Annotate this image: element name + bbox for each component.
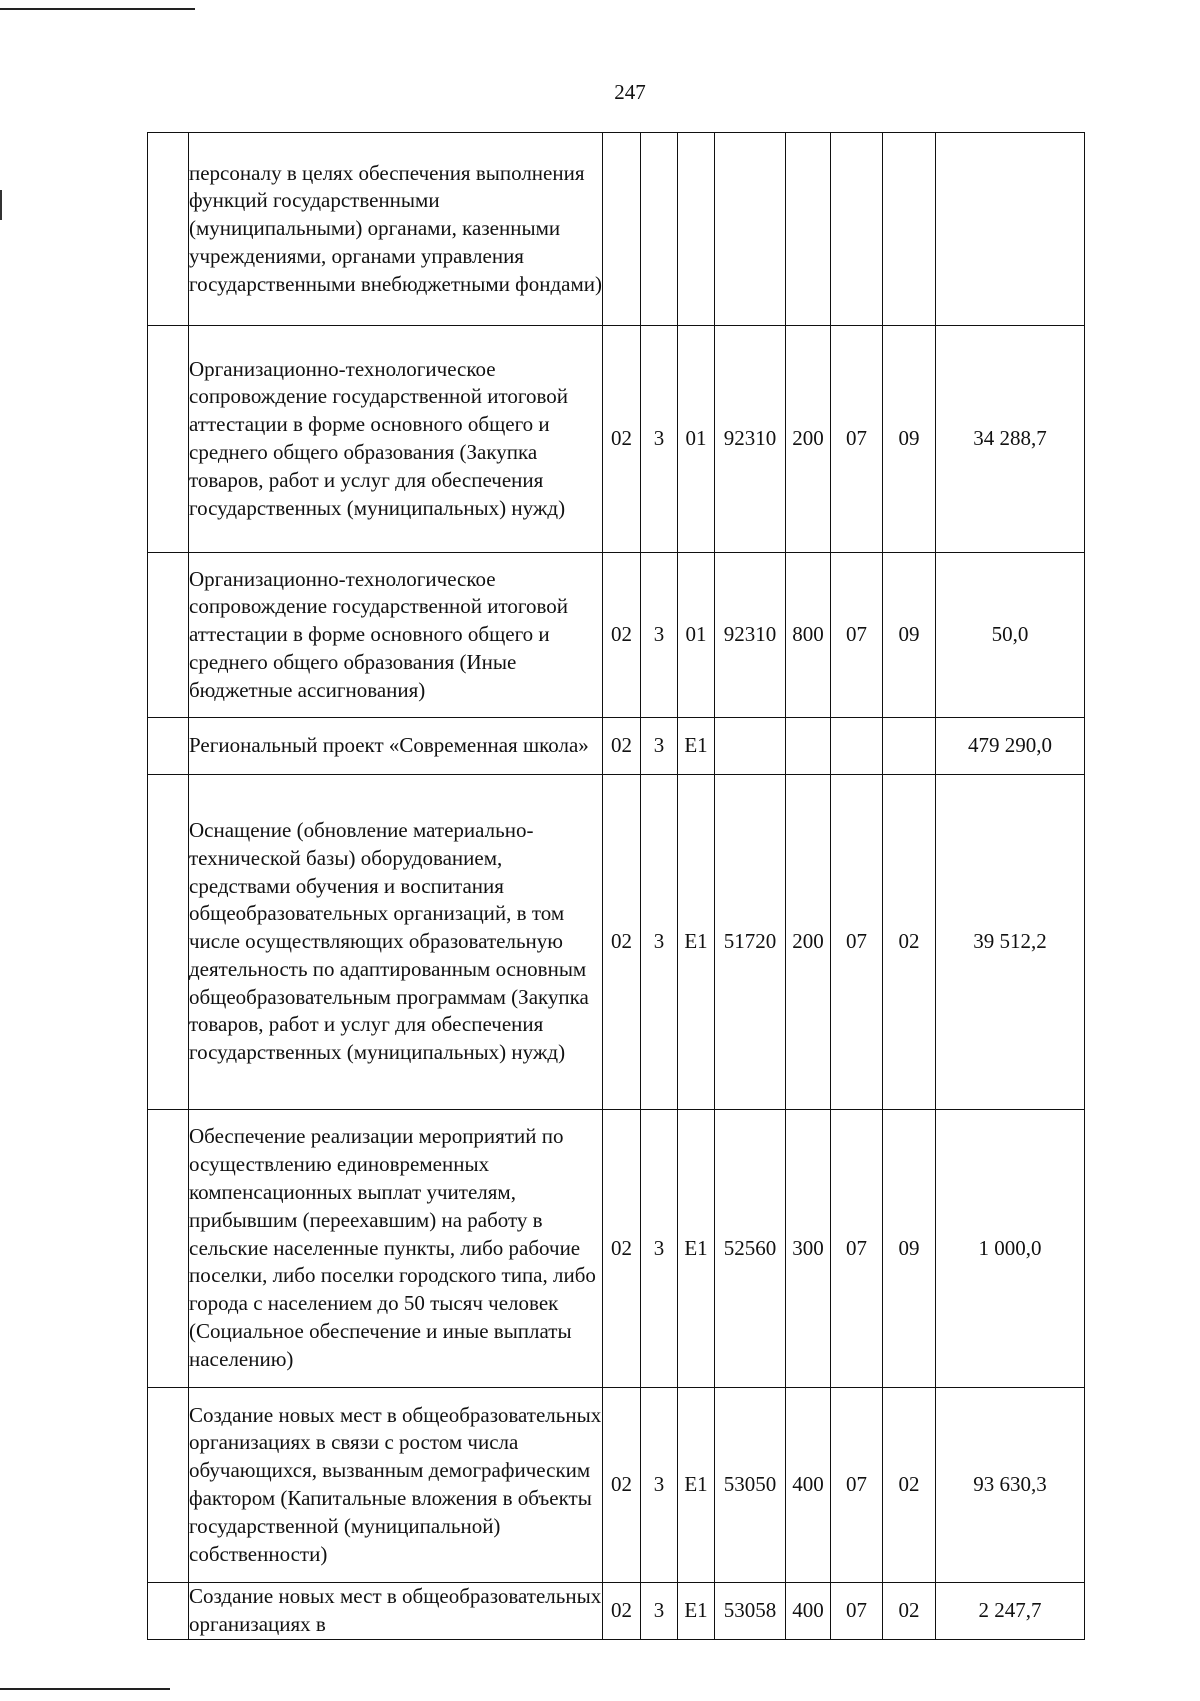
program-cell: 02 <box>603 718 641 775</box>
amount-cell: 479 290,0 <box>936 718 1085 775</box>
row-number-cell <box>148 326 189 553</box>
description-cell: Создание новых мест в общеобразовательных организациях в связи с ростом числа обучающихся, вызванным демографическим фактором (Капитальные вложения в объекты государственной (муниципальной) собственности) <box>189 1388 603 1583</box>
program-cell: 02 <box>603 326 641 553</box>
direction-cell: 52560 <box>715 1110 786 1388</box>
subsection-cell <box>883 718 936 775</box>
subprogram-cell <box>641 133 678 326</box>
table-row <box>148 1388 1085 1583</box>
amount-cell <box>936 133 1085 326</box>
description-cell: Организационно-технологическое сопровождение государственной итоговой аттестации в форме основного общего и среднего общего образования (Закупка товаров, работ и услуг для обеспечения государственных (муниципальных) нужд) <box>189 326 603 553</box>
subsection-cell: 02 <box>883 1583 936 1640</box>
program-cell: 02 <box>603 1388 641 1583</box>
scan-edge-line <box>0 8 195 10</box>
program-cell: 02 <box>603 553 641 718</box>
direction-cell: 92310 <box>715 326 786 553</box>
description-cell: Создание новых мест в общеобразовательных организациях в <box>189 1583 603 1640</box>
table-row <box>148 1583 1085 1640</box>
table-row <box>148 1110 1085 1388</box>
section-cell: 07 <box>831 326 883 553</box>
table-row <box>148 326 1085 553</box>
subprogram-cell: 3 <box>641 1388 678 1583</box>
expense-type-cell <box>786 718 831 775</box>
section-cell: 07 <box>831 1388 883 1583</box>
direction-cell: 92310 <box>715 553 786 718</box>
row-number-cell <box>148 1583 189 1640</box>
amount-cell: 39 512,2 <box>936 775 1085 1110</box>
section-cell: 07 <box>831 553 883 718</box>
row-number-cell <box>148 775 189 1110</box>
main-event-cell: E1 <box>678 775 715 1110</box>
subprogram-cell: 3 <box>641 718 678 775</box>
direction-cell: 53058 <box>715 1583 786 1640</box>
main-event-cell: 01 <box>678 326 715 553</box>
program-cell: 02 <box>603 775 641 1110</box>
table-row <box>148 133 1085 326</box>
row-number-cell <box>148 553 189 718</box>
description-cell: Региональный проект «Современная школа» <box>189 718 603 775</box>
direction-cell <box>715 133 786 326</box>
subsection-cell: 09 <box>883 553 936 718</box>
program-cell: 02 <box>603 1583 641 1640</box>
amount-cell: 34 288,7 <box>936 326 1085 553</box>
subprogram-cell: 3 <box>641 326 678 553</box>
amount-cell: 50,0 <box>936 553 1085 718</box>
expense-type-cell: 200 <box>786 326 831 553</box>
row-number-cell <box>148 718 189 775</box>
amount-cell: 1 000,0 <box>936 1110 1085 1388</box>
subprogram-cell: 3 <box>641 1110 678 1388</box>
main-event-cell: E1 <box>678 1388 715 1583</box>
main-event-cell: E1 <box>678 1583 715 1640</box>
subsection-cell: 02 <box>883 1388 936 1583</box>
table-row <box>148 553 1085 718</box>
expense-type-cell: 200 <box>786 775 831 1110</box>
main-event-cell: E1 <box>678 718 715 775</box>
section-cell: 07 <box>831 1110 883 1388</box>
page-number: 247 <box>614 80 646 104</box>
section-cell <box>831 133 883 326</box>
scan-edge-mark <box>0 190 2 220</box>
description-cell: Организационно-технологическое сопровождение государственной итоговой аттестации в форме основного общего и среднего общего образования (Иные бюджетные ассигнования) <box>189 553 603 718</box>
program-cell <box>603 133 641 326</box>
description-cell: Обеспечение реализации мероприятий по осуществлению единовременных компенсационных выплат учителям, прибывшим (переехавшим) на работу в сельские населенные пункты, либо рабочие поселки, либо поселки городского типа, либо города с населением до 50 тысяч человек (Социальное обеспечение и иные выплаты населению) <box>189 1110 603 1388</box>
row-number-cell <box>148 1110 189 1388</box>
subsection-cell: 09 <box>883 1110 936 1388</box>
row-number-cell <box>148 133 189 326</box>
main-event-cell <box>678 133 715 326</box>
amount-cell: 93 630,3 <box>936 1388 1085 1583</box>
expense-type-cell: 400 <box>786 1583 831 1640</box>
direction-cell <box>715 718 786 775</box>
budget-table <box>147 132 1085 1640</box>
section-cell: 07 <box>831 775 883 1110</box>
description-cell: Оснащение (обновление материально-технической базы) оборудованием, средствами обучения и воспитания общеобразовательных организаций, в том числе осуществляющих образовательную деятельность по адаптированным основным общеобразовательным программам (Закупка товаров, работ и услуг для обеспечения государственных (муниципальных) нужд) <box>189 775 603 1110</box>
main-event-cell: 01 <box>678 553 715 718</box>
scan-edge-line <box>0 1688 170 1690</box>
expense-type-cell <box>786 133 831 326</box>
section-cell: 07 <box>831 1583 883 1640</box>
expense-type-cell: 400 <box>786 1388 831 1583</box>
subprogram-cell: 3 <box>641 775 678 1110</box>
expense-type-cell: 800 <box>786 553 831 718</box>
program-cell: 02 <box>603 1110 641 1388</box>
section-cell <box>831 718 883 775</box>
subsection-cell <box>883 133 936 326</box>
table-row <box>148 718 1085 775</box>
direction-cell: 51720 <box>715 775 786 1110</box>
table-row <box>148 775 1085 1110</box>
subprogram-cell: 3 <box>641 553 678 718</box>
subsection-cell: 02 <box>883 775 936 1110</box>
direction-cell: 53050 <box>715 1388 786 1583</box>
amount-cell: 2 247,7 <box>936 1583 1085 1640</box>
row-number-cell <box>148 1388 189 1583</box>
subsection-cell: 09 <box>883 326 936 553</box>
main-event-cell: E1 <box>678 1110 715 1388</box>
description-cell: персоналу в целях обеспечения выполнения функций государственными (муниципальными) органами, казенными учреждениями, органами управления государственными внебюджетными фондами) <box>189 133 603 326</box>
subprogram-cell: 3 <box>641 1583 678 1640</box>
expense-type-cell: 300 <box>786 1110 831 1388</box>
